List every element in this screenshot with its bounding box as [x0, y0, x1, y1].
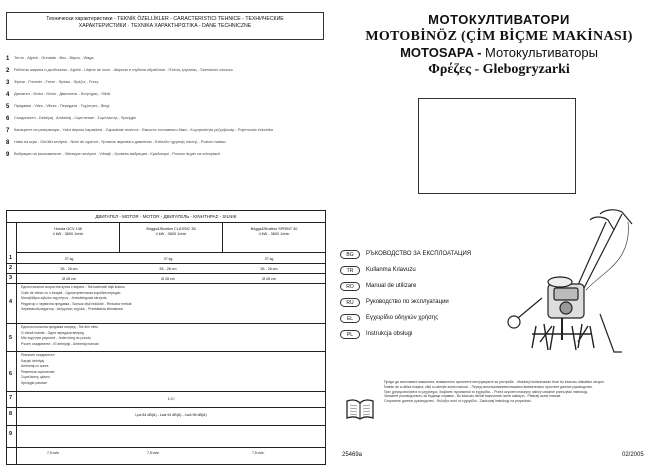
legend-number: 3 — [6, 80, 10, 86]
title-bulgarian: МОТОКУЛТИВАТОРИ — [428, 12, 570, 27]
row-4-line: Едностъпални скоростни кутия с вериги - Tek kademeli dişli kutusu — [21, 285, 125, 289]
row-number: 2 — [9, 265, 13, 271]
row-4-line: Cutie de viteze cu o treaptă - Одноступенчатая коробка передач — [21, 290, 121, 295]
title-romanian: MOTOSAPA - — [400, 45, 486, 60]
spec-cell: 55 - 26 cm — [159, 267, 177, 271]
row-6-line: Ambreiaj cu curea — [21, 364, 49, 369]
legend-text: Предавки - Vites - Viteze - Передачи - Ταχύτητες - Biegi — [14, 104, 110, 108]
row-divider — [7, 391, 325, 392]
photo-placeholder — [418, 98, 576, 194]
note-line: Πριν χρησιμοποιήσετε το μηχάνημα, διαβάστε προσεκτικά το εγχειρίδιο. - Przed użyciem maszyny należy uważnie przeczytać instrukcję. — [384, 389, 589, 394]
model-column — [222, 223, 325, 252]
manual-book-icon — [345, 398, 375, 420]
model-column — [17, 223, 119, 252]
title-romanian-russian — [340, 45, 658, 61]
title-turkish: MOTOBİNÖZ (ÇİM BİÇME MAKİNASI) — [365, 29, 633, 44]
row-number: 6 — [9, 371, 13, 377]
row-6-text — [21, 353, 55, 387]
legend-text: Ниво на шум - Gürültü seviyesi - Nivel de zgomot - Уровень звукового давления - Επίπεδο ηχητικής πίεσης - Poziom hałasu — [14, 140, 226, 144]
language-label: Kullanma Kılavuzu — [366, 267, 416, 273]
row-6-line: Ременное сцепление — [21, 369, 55, 374]
legend-text: Фрези - Frezeler - Freze - Фрезы - Φρέζες - Frezy — [14, 80, 99, 84]
title-greek-polish: Φρέζες - Glebogryzarki — [428, 62, 570, 77]
legend-number: 5 — [6, 104, 10, 110]
spec-cell: Lpa 84 dB(A) - Lwa 94 dB(A) - LwA 96 dB(A) — [135, 413, 207, 417]
legend-text: Тегло - Ağırlık - Greutate - Вес - Βάρος - Waga — [14, 56, 94, 60]
spec-footer-cell: 7,5 m/s² — [147, 451, 160, 455]
row-number: 7 — [9, 395, 13, 401]
spec-cell: 1,0 l — [167, 397, 175, 401]
tech-specs-header — [6, 12, 324, 40]
legend-text: Вибрации на ръкохватките - Vibrasyon seviyesi - Vibraţii - Уровень вибрации - Κραδασμοί - Poziom drgań na uchwytach — [14, 152, 221, 156]
language-item — [340, 278, 490, 294]
safety-notes — [384, 380, 660, 404]
language-item — [340, 326, 490, 342]
language-item — [340, 294, 490, 310]
legend-item — [6, 152, 328, 158]
legend-number: 9 — [6, 152, 10, 158]
row-6-line: Συμπλέκτης ιμάντα — [21, 375, 50, 380]
model-power: 4 kW - 3600 1/min — [258, 232, 290, 236]
spec-cell: 37 kg — [264, 257, 274, 261]
row-5-line: Ръчен съединител - El debriyajı - Ambreiaj manual — [21, 341, 99, 346]
legend-number: 1 — [6, 56, 10, 62]
spec-footer-cell: 7,5 m/s² — [252, 451, 265, 455]
spec-cell: 55 - 26 cm — [60, 267, 78, 271]
row-4-line: Червячный редуктор - Ατέρμονας κοχλίας - Przekładnia ślimakowa — [21, 307, 123, 312]
legend-number: 8 — [6, 140, 10, 146]
row-5-line: Μία ταχύτητα μπροστά - Jeden bieg do przodu — [21, 336, 91, 341]
legend-text: Капацитет на резервоара - Yakıt deposu kapasitesi - Capacitate rezervor - Емкость топливного бака - Χωρητικότητα ρεζερβουάρ - Pojemność zbiornika — [14, 128, 273, 132]
model-header-row — [17, 223, 325, 253]
spec-cell: Ø 28 cm — [161, 277, 175, 281]
spec-legend — [6, 56, 328, 164]
spec-table — [6, 210, 326, 465]
row-divider — [7, 351, 325, 352]
language-code-badge: RO — [340, 282, 360, 291]
language-code-badge: TR — [340, 266, 360, 275]
legend-item — [6, 56, 328, 62]
legend-number: 4 — [6, 92, 10, 98]
spec-cell: Ø 28 cm — [62, 277, 76, 281]
language-label: Руководство по эксплуатации — [366, 299, 449, 305]
row-number: 1 — [9, 255, 13, 261]
note-line: Сохраните данное руководство - Φυλάξτε αυτό το εγχειρίδιο - Zachowaj instrukcję na przyszłość. — [384, 399, 532, 404]
legend-item — [6, 92, 328, 98]
legend-number: 7 — [6, 128, 10, 134]
model-name: Honda GCV 135 — [54, 227, 82, 231]
language-code-badge: PL — [340, 330, 360, 339]
row-6-line: Sprzęgło pasowe — [21, 380, 48, 385]
row-divider — [7, 273, 325, 274]
legend-item — [6, 80, 328, 86]
row-number: 8 — [9, 411, 13, 417]
title-block — [340, 12, 658, 78]
model-name: Briggs&Stratton SPRINT 40 — [250, 227, 298, 231]
language-label: Εγχειρίδιο οδηγιών χρήσης — [366, 315, 439, 321]
note-line: Înainte de a utiliza maşina, citiţi cu atenţie acest manual. - Перед использованием машины внимательно прочтите данное руководство. — [384, 384, 593, 389]
language-item — [340, 262, 490, 278]
row-divider — [7, 283, 325, 284]
spec-cell: 37 kg — [64, 257, 74, 261]
legend-item — [6, 116, 328, 122]
row-divider — [7, 447, 325, 448]
row-number: 5 — [9, 335, 13, 341]
language-code-badge: RU — [340, 298, 360, 307]
legend-item — [6, 104, 328, 110]
legend-text: Съединител - Debriyaj - Ambreiaj - Сцепление - Συμπλέκτης - Sprzęgło — [14, 116, 137, 120]
legend-text: Работна ширина и дълбочина - Ağırlık - Lăţime de lucru - Ширина и глубина обработки - Πλάτος εργασίας - Szerokość robocza — [14, 68, 233, 72]
row-5-text — [21, 325, 98, 347]
row-5-line: O viteză înainte - Одна передача вперед — [21, 330, 84, 335]
row-divider — [7, 407, 325, 408]
spec-table-header: ДВИГАТЕЛ - MOTOR - MOTOR - ДВИГАТЕЛЬ - ΚΙΝΗΤΗΡΑΣ - SILNIK — [7, 211, 325, 223]
note-line: Запазете ръководството за бъдещи справки - Bu kılavuzu ileride başvurmak üzere saklayın - Păstraţi acest manual. — [384, 394, 562, 399]
tech-specs-header-line2: ХАРАКТЕРИСТИКИ · ΤΕΧΝΙΚΑ ΧΑΡΑΚΤΗΡΙΣΤΙΚΑ - DANE TECHNICZNE — [78, 23, 252, 29]
language-list — [340, 246, 490, 342]
language-item — [340, 246, 490, 262]
spec-cell: 37 kg — [163, 257, 173, 261]
row-number: 4 — [9, 299, 13, 305]
language-item — [340, 310, 490, 326]
language-code-badge: BG — [340, 250, 360, 259]
language-label: Manual de utilizare — [366, 283, 417, 289]
model-column — [119, 223, 222, 252]
spec-cell: 55 - 26 cm — [260, 267, 278, 271]
legend-number: 6 — [6, 116, 10, 122]
row-number: 3 — [9, 275, 13, 281]
document-code: 25469a — [342, 452, 363, 458]
row-number: 9 — [9, 431, 13, 437]
model-name: Briggs&Stratton CLASSIC 35 — [146, 227, 196, 231]
row-6-line: Ремъчен съединител — [21, 353, 55, 357]
row-4-line: Μονοβάθμιο κιβώτιο ταχυτήτων - Jednobiegowa skrzynia — [21, 296, 107, 301]
spec-cell: Ø 28 cm — [262, 277, 276, 281]
row-5-line: Едносъстъпалнa предавка напред - Tek ileri vites — [21, 325, 98, 329]
spec-footer-cell: 7,5 m/s² — [47, 451, 60, 455]
legend-item — [6, 140, 328, 146]
legend-item — [6, 128, 328, 134]
language-code-badge: EL — [340, 314, 360, 323]
legend-number: 2 — [6, 68, 10, 74]
row-4-text — [21, 285, 131, 313]
row-divider — [7, 425, 325, 426]
model-power: 4 kW - 3600 1/min — [155, 232, 187, 236]
row-divider — [7, 323, 325, 324]
document-date: 02/2005 — [622, 452, 644, 458]
note-line: Преди да използвате машината, внимателно прочетете инструкциите за употреба. - Makineyi kullanmadan önce bu kılavuzu dikkatlice okuyun. — [384, 380, 605, 384]
legend-item — [6, 68, 328, 74]
language-label: РЪКОВОДСТВО ЗА ЕКСПЛОАТАЦИЯ — [366, 251, 472, 257]
row-6-line: Kayışlı debriyaj — [21, 358, 44, 363]
tiller-illustration — [482, 202, 658, 378]
model-power: 4 kW - 3600 1/min — [52, 232, 84, 236]
row-4-line: Редуктор с червячна предавка - Sonsuz dişli redüktör - Reductor melcat — [21, 301, 132, 306]
title-russian: Мотокультиваторы — [485, 45, 598, 60]
handlebar — [600, 210, 632, 224]
tech-specs-header-line1: Технически характеристики - TEKNİK ÖZELLİKLER - CARACTERISTICI TEHNICE - ТЕХНИЧЕСКИЕ — [46, 16, 284, 22]
row-divider — [7, 263, 325, 264]
language-label: Instrukcja obsługi — [366, 331, 413, 337]
legend-text: Двигател - Motor - Motor - Двигатель - Κινητήρας - Silnik — [14, 92, 111, 96]
